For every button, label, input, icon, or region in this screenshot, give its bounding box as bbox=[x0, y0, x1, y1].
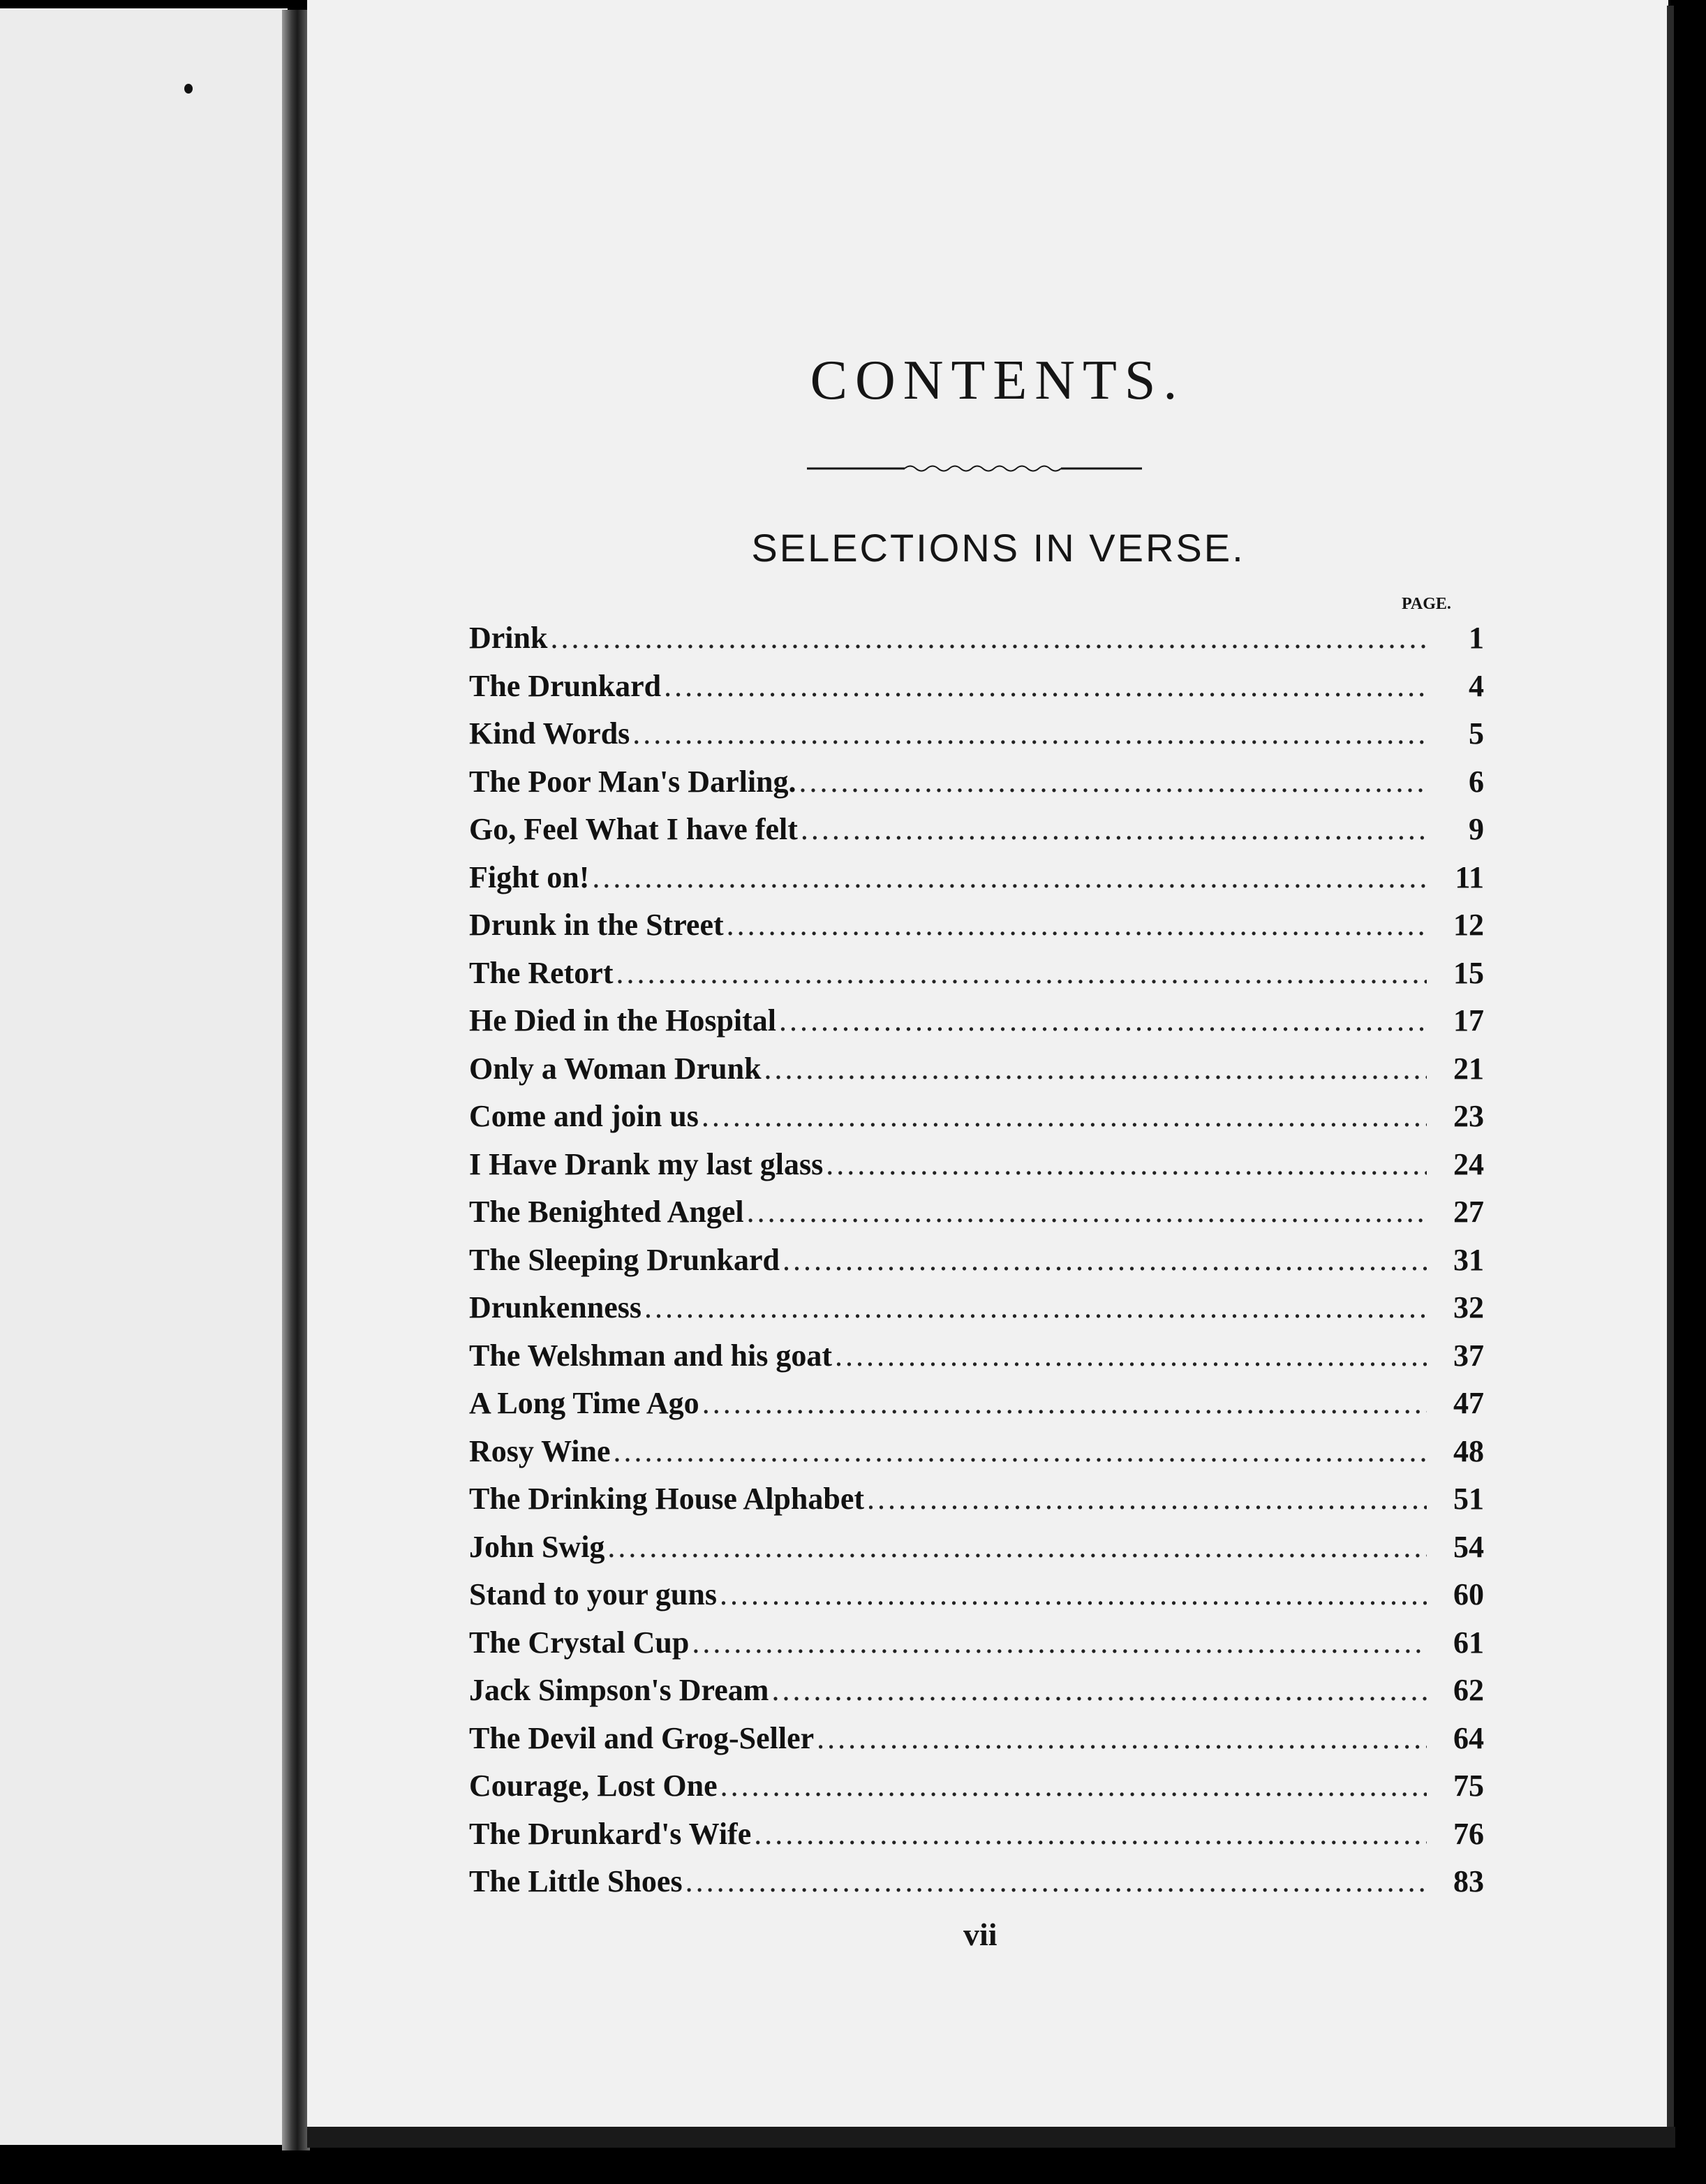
toc-entry bbox=[469, 764, 1484, 812]
toc-entry-title: The Poor Man's Darling. bbox=[469, 764, 796, 799]
toc-entry-title: Drink bbox=[469, 621, 548, 655]
toc-entry-title: The Drunkard's Wife bbox=[469, 1816, 752, 1851]
toc-entry-title: Stand to your guns bbox=[469, 1577, 717, 1611]
toc-entry bbox=[469, 859, 1484, 908]
toc-entry bbox=[469, 1003, 1484, 1051]
dot-leader bbox=[592, 859, 1427, 895]
toc-entry-page: 75 bbox=[1453, 1769, 1484, 1803]
toc-entry bbox=[469, 1433, 1484, 1482]
ink-speck bbox=[184, 84, 193, 94]
dot-leader bbox=[771, 1672, 1427, 1708]
toc-entry bbox=[469, 1864, 1484, 1912]
toc-entry-page: 1 bbox=[1469, 621, 1484, 655]
dot-leader bbox=[664, 668, 1427, 704]
toc-entry-title: The Drunkard bbox=[469, 668, 662, 703]
toc-entry-page: 47 bbox=[1453, 1386, 1484, 1420]
dot-leader bbox=[607, 1529, 1427, 1565]
toc-entry bbox=[469, 1720, 1484, 1769]
toc-entry bbox=[469, 1051, 1484, 1099]
toc-entry bbox=[469, 811, 1484, 859]
dot-leader bbox=[799, 764, 1427, 799]
toc-entry-page: 17 bbox=[1453, 1003, 1484, 1038]
dot-leader bbox=[801, 811, 1427, 847]
toc-entry-page: 15 bbox=[1453, 955, 1484, 990]
toc-entry-page: 12 bbox=[1453, 908, 1484, 942]
dot-leader bbox=[632, 716, 1427, 751]
toc-entry bbox=[469, 1194, 1484, 1242]
page-title: CONTENTS. bbox=[810, 350, 1185, 411]
toc-entry bbox=[469, 1290, 1484, 1338]
dot-leader bbox=[720, 1577, 1427, 1612]
toc-entry bbox=[469, 1529, 1484, 1577]
toc-entry-title: The Crystal Cup bbox=[469, 1625, 690, 1660]
toc-entry-title: A Long Time Ago bbox=[469, 1386, 699, 1420]
dot-leader bbox=[616, 955, 1427, 991]
toc-entry-page: 51 bbox=[1453, 1482, 1484, 1516]
dot-leader bbox=[817, 1720, 1427, 1756]
toc-entry-page: 76 bbox=[1453, 1816, 1484, 1851]
dot-leader bbox=[747, 1194, 1427, 1230]
toc-entry bbox=[469, 907, 1484, 955]
toc-entry-title: The Welshman and his goat bbox=[469, 1338, 833, 1373]
toc-entry-title: Kind Words bbox=[469, 716, 630, 751]
dot-leader bbox=[644, 1290, 1427, 1325]
dot-leader bbox=[685, 1864, 1427, 1899]
toc-entry bbox=[469, 1625, 1484, 1673]
toc-entry-page: 27 bbox=[1453, 1195, 1484, 1229]
toc-entry bbox=[469, 1577, 1484, 1625]
toc-entry-page: 24 bbox=[1453, 1146, 1484, 1181]
table-of-contents bbox=[469, 620, 1484, 1912]
toc-entry-title: I Have Drank my last glass bbox=[469, 1146, 824, 1181]
dot-leader bbox=[692, 1625, 1427, 1660]
toc-entry-title: Go, Feel What I have felt bbox=[469, 812, 798, 846]
toc-entry-title: John Swig bbox=[469, 1529, 605, 1564]
toc-entry-page: 62 bbox=[1453, 1673, 1484, 1707]
toc-entry bbox=[469, 1098, 1484, 1146]
toc-entry-title: The Devil and Grog-Seller bbox=[469, 1720, 815, 1755]
section-heading: SELECTIONS IN VERSE. bbox=[751, 526, 1245, 570]
toc-entry-page: 32 bbox=[1453, 1290, 1484, 1325]
toc-entry-page: 60 bbox=[1453, 1577, 1484, 1611]
toc-entry bbox=[469, 1338, 1484, 1386]
dot-leader bbox=[835, 1338, 1427, 1373]
toc-entry-page: 64 bbox=[1453, 1720, 1484, 1755]
book-gutter bbox=[282, 10, 310, 2150]
toc-entry-title: The Retort bbox=[469, 955, 614, 990]
dot-leader bbox=[826, 1146, 1427, 1182]
toc-entry bbox=[469, 1242, 1484, 1290]
toc-entry-title: Only a Woman Drunk bbox=[469, 1051, 762, 1086]
toc-entry bbox=[469, 1385, 1484, 1433]
page-column-label: PAGE. bbox=[1402, 595, 1451, 613]
ornamental-rule bbox=[807, 457, 1142, 478]
toc-entry-page: 37 bbox=[1453, 1338, 1484, 1373]
toc-entry-title: The Little Shoes bbox=[469, 1864, 683, 1898]
toc-entry-page: 48 bbox=[1453, 1433, 1484, 1468]
toc-entry-title: Drunkenness bbox=[469, 1290, 641, 1325]
dot-leader bbox=[614, 1433, 1427, 1469]
dot-leader bbox=[754, 1816, 1427, 1852]
toc-entry-page: 83 bbox=[1453, 1864, 1484, 1898]
dot-leader bbox=[867, 1481, 1427, 1517]
toc-entry-page: 6 bbox=[1469, 764, 1484, 799]
toc-entry-page: 21 bbox=[1453, 1051, 1484, 1086]
toc-entry-page: 11 bbox=[1455, 859, 1484, 894]
toc-entry-title: Jack Simpson's Dream bbox=[469, 1673, 769, 1707]
dot-leader bbox=[779, 1003, 1427, 1038]
toc-entry-title: He Died in the Hospital bbox=[469, 1003, 777, 1038]
toc-entry-page: 54 bbox=[1453, 1529, 1484, 1564]
toc-entry-page: 61 bbox=[1453, 1625, 1484, 1660]
toc-entry-title: The Drinking House Alphabet bbox=[469, 1482, 865, 1516]
toc-entry-page: 9 bbox=[1469, 812, 1484, 846]
dot-leader bbox=[702, 1385, 1427, 1421]
toc-entry bbox=[469, 1672, 1484, 1720]
toc-entry bbox=[469, 668, 1484, 716]
toc-entry bbox=[469, 1768, 1484, 1816]
dot-leader bbox=[764, 1051, 1427, 1086]
toc-entry bbox=[469, 1146, 1484, 1195]
page-number: vii bbox=[963, 1917, 997, 1952]
toc-entry-page: 5 bbox=[1469, 716, 1484, 751]
dot-leader bbox=[702, 1098, 1427, 1134]
toc-entry bbox=[469, 716, 1484, 764]
toc-entry-title: Fight on! bbox=[469, 859, 590, 894]
toc-entry-title: Courage, Lost One bbox=[469, 1769, 718, 1803]
toc-entry-title: Drunk in the Street bbox=[469, 908, 724, 942]
toc-entry bbox=[469, 620, 1484, 668]
toc-entry-title: The Benighted Angel bbox=[469, 1195, 744, 1229]
toc-entry bbox=[469, 1481, 1484, 1529]
toc-entry-page: 31 bbox=[1453, 1242, 1484, 1277]
toc-entry-page: 23 bbox=[1453, 1099, 1484, 1133]
toc-entry-page: 4 bbox=[1469, 668, 1484, 703]
toc-entry-title: The Sleeping Drunkard bbox=[469, 1242, 780, 1277]
toc-entry-title: Come and join us bbox=[469, 1099, 699, 1133]
dot-leader bbox=[727, 907, 1427, 943]
toc-entry bbox=[469, 1816, 1484, 1864]
page-bottom-shadow bbox=[307, 2127, 1675, 2148]
toc-entry bbox=[469, 955, 1484, 1003]
left-page bbox=[0, 8, 288, 2145]
dot-leader bbox=[782, 1242, 1427, 1278]
page-edge bbox=[1667, 6, 1674, 2128]
dot-leader bbox=[720, 1768, 1427, 1803]
dot-leader bbox=[550, 620, 1427, 656]
toc-entry-title: Rosy Wine bbox=[469, 1433, 611, 1468]
